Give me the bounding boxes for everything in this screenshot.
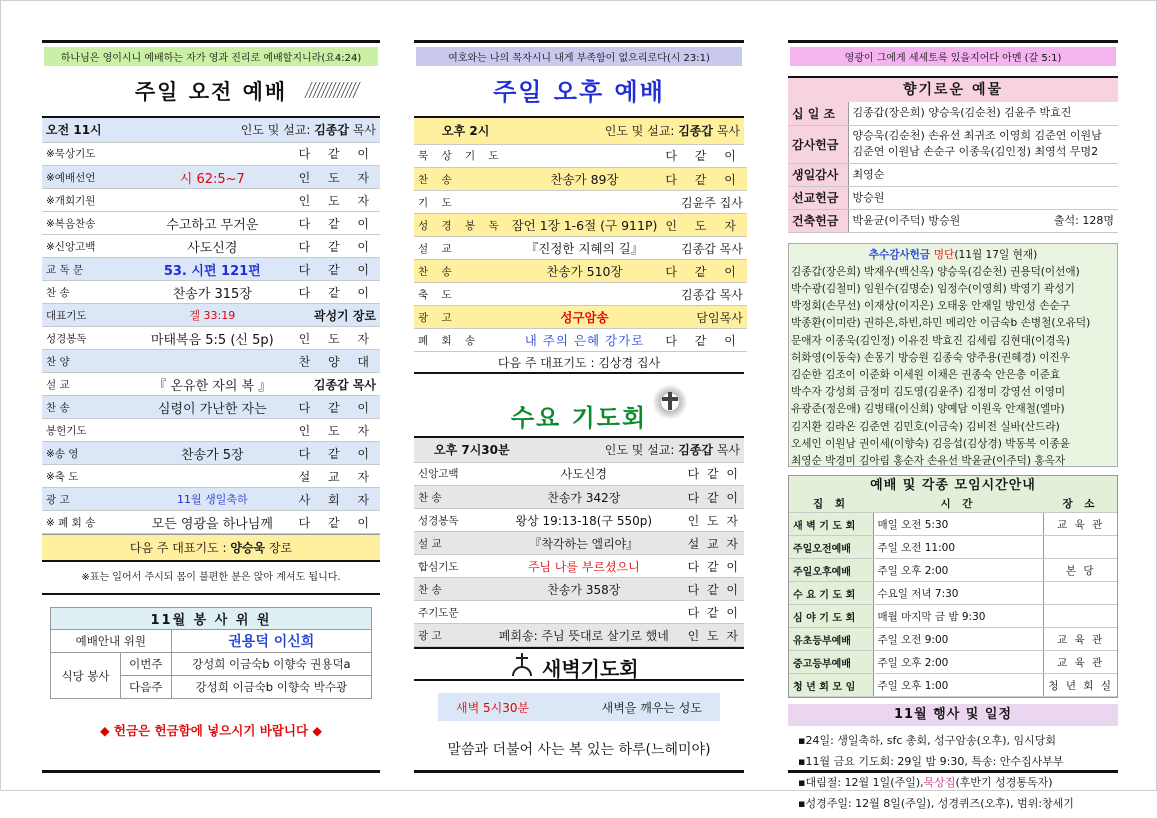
item-label: 주기도문 [414, 601, 484, 624]
names-text: 방승원 [852, 190, 885, 204]
offering-names [848, 186, 1118, 209]
schedule-header: 시 간 [873, 496, 1044, 513]
offering-table [788, 102, 1118, 233]
item-leader: 김종갑 목사 [295, 373, 380, 396]
service-time: 오후 7시30분 [414, 438, 549, 462]
leader-cell [532, 118, 744, 144]
item-leader: 다 같 이 [295, 212, 380, 235]
item-leader: 다 같 이 [684, 463, 744, 486]
schedule-name: 새 벽 기 도 회 [789, 513, 873, 536]
schedule-time: 수요일 저녁 7:30 [873, 582, 1044, 605]
wednesday-title: 수요 기도회 [510, 404, 648, 432]
leader-role: 인도 및 설교: [240, 123, 311, 138]
schedule-place: 교 육 관 [1044, 651, 1117, 674]
item-leader: 다 같 이 [661, 168, 746, 191]
item-content: 『 온유한 자의 복 』 [130, 373, 295, 396]
next-week-names: 강성희 이금숙b 이향숙 박수광 [171, 676, 371, 699]
schedule-time: 주일 오전 9:00 [873, 628, 1044, 651]
item-content: 찬송가 315장 [130, 281, 295, 304]
standing-note: ※표는 일어서 주시되 몸이 불편한 분은 앉아 계셔도 됩니다. [42, 562, 380, 595]
item-content: 11월 생일축하 [130, 488, 295, 511]
schedule-place: 교 육 관 [1044, 628, 1117, 651]
schedule-row [789, 513, 1117, 536]
bottom-rule [788, 770, 1118, 773]
leader-cell [146, 118, 380, 142]
dawn-title: 새벽기도회 [542, 657, 639, 681]
schedule-name: 유초등부예배 [789, 628, 873, 651]
item-label: 찬 송 [414, 260, 508, 283]
schedule-name: 심 야 기 도 회 [789, 605, 873, 628]
offering-row [788, 209, 1118, 232]
table-row [42, 143, 380, 166]
leader-title: 목사 [716, 443, 740, 458]
item-label: 찬 송 [42, 281, 130, 304]
event-item [798, 730, 1108, 751]
item-content: 찬송가 510장 [508, 260, 662, 283]
item-leader: 다 같 이 [295, 442, 380, 465]
offering-label: 선교헌금 [788, 186, 848, 209]
order-of-worship [42, 116, 380, 562]
thanks-line: 최영순 박경미 김아림 홍순자 손유선 박윤균(이주덕) 홍옥자 [791, 454, 1066, 467]
item-leader: 다 같 이 [295, 143, 380, 166]
item-label: 묵 상 기 도 [414, 145, 508, 168]
item-leader: 김종갑 목사 [661, 237, 746, 260]
item-leader: 인 도 자 [684, 509, 744, 532]
event-item [798, 751, 1108, 772]
offering-label: 생일감사 [788, 163, 848, 186]
item-content: 사도신경 [130, 235, 295, 258]
item-label: 성경봉독 [414, 509, 484, 532]
worship-header-table [42, 118, 380, 143]
table-row [414, 329, 747, 352]
item-content: 모든 영광을 하나님께 [130, 511, 295, 534]
committee-title: 11월 봉 사 위 원 [51, 608, 372, 630]
dawn-time: 새벽 5시30분 [456, 700, 530, 715]
item-label: 찬 송 [414, 168, 508, 191]
item-label: 찬 송 [414, 578, 484, 601]
thanks-title: 추수감사헌금 [868, 248, 931, 261]
item-label: ※송 영 [42, 442, 130, 465]
service-committee-table [50, 607, 372, 699]
schedule-place: 본 당 [1044, 559, 1117, 582]
motto: 말씀과 더불어 사는 복 있는 하루(느헤미야) [447, 742, 711, 758]
morning-worship-column [42, 40, 380, 739]
table-row [42, 281, 380, 304]
table-row [42, 396, 380, 419]
thanks-line: 허화영(이동숙) 손몽기 방승원 김종숙 양주용(권혜경) 이진우 [791, 351, 1070, 364]
offering-names [848, 163, 1118, 186]
leader-title: 목사 [716, 124, 740, 139]
item-leader: 인 도 자 [684, 624, 744, 647]
verse-banner: 하나님은 영이시니 예배하는 자가 영과 진리로 예배할지니라(요4:24) [44, 47, 378, 66]
item-label: ※예배선언 [42, 166, 130, 189]
title-block [42, 72, 380, 108]
item-leader: 곽성기 장로 [295, 304, 380, 327]
item-label: 설 교 [414, 532, 484, 555]
item-leader: 인 도 자 [295, 327, 380, 350]
table-row [42, 488, 380, 511]
offering-row [788, 102, 1118, 125]
table-row [414, 214, 747, 237]
events-section [788, 704, 1118, 818]
service-committee [50, 607, 372, 699]
table-row [414, 260, 747, 283]
table-row [414, 601, 744, 624]
table-row [42, 350, 380, 373]
item-leader: 다 같 이 [661, 260, 746, 283]
next-prayer [42, 534, 380, 560]
item-content [484, 601, 684, 624]
attendance: 출석: 128명 [1053, 213, 1114, 227]
item-content: 찬송가 5장 [130, 442, 295, 465]
table-row [414, 578, 744, 601]
table-row [414, 624, 744, 647]
next-week-label: 다음주 [121, 676, 172, 699]
schedule-place: 교 육 관 [1044, 513, 1117, 536]
item-leader: 설 교 자 [295, 465, 380, 488]
table-row [414, 486, 744, 509]
schedule-place [1044, 605, 1117, 628]
events-title: 11월 행사 및 일정 [788, 704, 1118, 726]
item-content: 53. 시편 121편 [130, 258, 295, 281]
offering-row [788, 125, 1118, 163]
service-time: 오전 11시 [42, 118, 146, 142]
item-leader: 인 도 자 [295, 419, 380, 442]
wednesday-order [414, 436, 744, 647]
schedule-section [788, 475, 1118, 699]
item-leader: 설 교 자 [684, 532, 744, 555]
thanks-line: 김지환 김라온 김준연 김민호(이금숙) 김비전 실바(산드라) [791, 420, 1060, 433]
thanks-heading [791, 247, 1115, 264]
schedule-row [789, 651, 1117, 674]
names-text: 김종갑(장은희) 양승욱(김순천) 김윤주 박효진 [852, 106, 1072, 120]
table-row [414, 509, 744, 532]
afternoon-order [414, 116, 744, 374]
schedule-name: 주일오후예배 [789, 559, 873, 582]
this-week-names: 강성희 이금숙b 이향숙 권용덕a [171, 653, 371, 676]
table-row [414, 283, 747, 306]
schedule-name: 주일오전예배 [789, 536, 873, 559]
table-row [414, 168, 747, 191]
leader-name: 김종갑 [678, 124, 713, 139]
table-row [414, 237, 747, 260]
afternoon-title: 주일 오후 예배 [493, 78, 665, 106]
table-row [42, 304, 380, 327]
item-label: 광 고 [414, 624, 484, 647]
schedule-time: 매월 마지막 금 밤 9:30 [873, 605, 1044, 628]
item-leader: 다 같 이 [295, 235, 380, 258]
thanks-line: 유광준(정은애) 김병태(이신희) 양예담 이원욱 안재철(엘마) [791, 403, 1065, 416]
item-content: 시 62:5~7 [130, 166, 295, 189]
item-content [130, 465, 295, 488]
event-highlight: 묵상집 [923, 776, 956, 789]
guide-label: 예배안내 위원 [51, 630, 172, 653]
item-label: ※복음찬송 [42, 212, 130, 235]
item-leader: 다 같 이 [684, 555, 744, 578]
item-leader: 다 같 이 [684, 578, 744, 601]
top-rule [414, 40, 744, 43]
item-leader: 다 같 이 [295, 258, 380, 281]
names-text: 양승욱(김순천) 손유선 최귀조 이영희 김준연 이원남 김준연 이원남 손순구 이종욱(김인정) 최영석 무명2 [852, 129, 1102, 158]
leader-name: 김종갑 [678, 443, 713, 458]
schedule-row [789, 536, 1117, 559]
item-label: 찬 양 [42, 350, 130, 373]
item-content: 심령이 가난한 자는 [130, 396, 295, 419]
flower-cross-icon [648, 384, 692, 420]
schedule-time: 주일 오후 2:00 [873, 559, 1044, 582]
next-prayer-label: 다음 주 대표기도 : [129, 541, 227, 555]
offerings-column [788, 40, 1118, 818]
page-title: 주일 오전 예배 [134, 80, 288, 104]
thanks-line: 박정회(손무선) 이재상(이지은) 오태웅 안재일 방인성 손순구 [791, 300, 1070, 313]
schedule-name: 중고등부예배 [789, 651, 873, 674]
item-leader: 찬 양 대 [295, 350, 380, 373]
table-row [42, 166, 380, 189]
offering-label: 감사헌금 [788, 125, 848, 163]
item-label: 대표기도 [42, 304, 130, 327]
item-leader: 김종갑 목사 [661, 283, 746, 306]
event-text: ▪11월 금요 기도회: 29일 밤 9:30, 특송: 안수집사부부 [798, 755, 1064, 768]
item-label: ※신앙고백 [42, 235, 130, 258]
top-rule [788, 40, 1118, 43]
item-label: ※ 폐 회 송 [42, 511, 130, 534]
verse-banner: 영광이 그에게 세세토록 있을지어다 아멘 (갈 5:1) [790, 47, 1116, 66]
table-row [414, 532, 744, 555]
table-row [414, 145, 747, 168]
dawn-title-block [414, 647, 744, 681]
event-item [798, 772, 1108, 793]
thanks-line: 박수광(김철미) 임원수(김명순) 임정수(이영희) 박영기 곽성기 [791, 282, 1075, 295]
item-label: 폐 회 송 [414, 329, 508, 352]
schedule-time: 매일 오전 5:30 [873, 513, 1044, 536]
item-content [130, 419, 295, 442]
item-leader: 사 회 자 [295, 488, 380, 511]
schedule-title: 예배 및 각종 모임시간안내 [789, 476, 1117, 496]
thanks-line: 김종갑(장은희) 박재우(백신옥) 양승욱(김순천) 권용덕(이선애) [791, 265, 1080, 278]
afternoon-header-table [414, 118, 744, 145]
thanks-offering-box [788, 243, 1118, 467]
item-leader: 인 도 자 [661, 214, 746, 237]
thanks-list [791, 264, 1115, 467]
item-label: 신앙고백 [414, 463, 484, 486]
item-leader: 다 같 이 [661, 145, 746, 168]
thanks-line: 오세인 이원남 권이세(이향숙) 김응섭(김상경) 박동복 이종윤 [791, 437, 1070, 450]
leader-name: 김종갑 [314, 123, 349, 138]
thanks-line: 박수자 강성희 금정미 김도영(김윤주) 김정미 강영선 이영미 [791, 386, 1066, 399]
church-cross-icon [510, 653, 534, 677]
item-content [130, 189, 295, 212]
schedule-row [789, 628, 1117, 651]
thanks-line: 박종환(이미란) 권하은,하빈,하민 메리안 이금숙b 손병철(오유덕) [791, 317, 1091, 330]
thanks-line: 김순한 김조이 이준화 이세원 이채은 권종숙 안은총 이준효 [791, 368, 1061, 381]
item-label: 교 독 문 [42, 258, 130, 281]
leader-title: 목사 [352, 123, 376, 138]
table-row [42, 189, 380, 212]
item-content: 겔 33:19 [130, 304, 295, 327]
item-content: 내 주의 은혜 강가로 [508, 329, 662, 352]
offering-names [848, 125, 1118, 163]
table-row [42, 442, 380, 465]
offering-names [848, 102, 1118, 125]
offering-title: 향기로운 예물 [788, 78, 1118, 102]
schedule-name: 수 요 기 도 회 [789, 582, 873, 605]
table-row [42, 465, 380, 488]
worship-order-table [42, 143, 380, 535]
item-content: 잠언 1장 1-6절 (구 911P) [508, 214, 662, 237]
names-text: 박윤균(이주덕) 방승원 [852, 213, 961, 227]
item-label: 찬 송 [414, 486, 484, 509]
event-tail: (후반기 성경통독자) [955, 776, 1053, 789]
schedule-row [789, 605, 1117, 628]
offering-label: 건축헌금 [788, 209, 848, 232]
item-content: 마태복음 5:5 (신 5p) [130, 327, 295, 350]
offering-row [788, 186, 1118, 209]
item-leader: 인 도 자 [295, 189, 380, 212]
event-text: ▪대림절: 12월 1일(주일), [798, 776, 924, 789]
item-content [130, 143, 295, 166]
item-label: 설 교 [414, 237, 508, 260]
table-row [414, 306, 747, 329]
offering-section [788, 76, 1118, 233]
table-row [42, 327, 380, 350]
schedule-row [789, 582, 1117, 605]
item-content: 성구암송 [508, 306, 662, 329]
event-text: ▪24일: 생일축하, sfc 총회, 성구암송(오후), 임시당회 [798, 734, 1057, 747]
offering-row [788, 163, 1118, 186]
schedule-row [789, 674, 1117, 697]
wednesday-order-table [414, 463, 744, 648]
item-label: ※축 도 [42, 465, 130, 488]
offering-note: ◆ 헌금은 헌금함에 넣으시기 바랍니다 ◆ [99, 723, 323, 738]
item-content: 찬송가 342장 [484, 486, 684, 509]
leader-role: 인도 및 설교: [604, 124, 675, 139]
service-time: 오후 2시 [414, 118, 532, 144]
names-text: 최영순 [852, 167, 885, 181]
event-text: ▪성경주일: 12월 8일(주일), 성경퀴즈(오후), 범위:창세기 [798, 797, 1074, 810]
item-label: 찬 송 [42, 396, 130, 419]
wednesday-header-table [414, 438, 744, 463]
guide-names: 권용덕 이신희 [171, 630, 371, 653]
item-leader: 담임목사 [661, 306, 746, 329]
item-label: ※개회기원 [42, 189, 130, 212]
thanks-date: (11월 17일 현재) [954, 248, 1038, 261]
schedule-time: 주일 오후 1:00 [873, 674, 1044, 697]
afternoon-order-table [414, 145, 747, 353]
item-content: 찬송가 89장 [508, 168, 662, 191]
item-content: 왕상 19:13-18(구 550p) [484, 509, 684, 532]
item-content: 『착각하는 엘리야』 [484, 532, 684, 555]
item-leader: 김윤주 집사 [661, 191, 746, 214]
decorative-graphic-icon [304, 82, 361, 98]
item-content: 찬송가 358장 [484, 578, 684, 601]
schedule-place: 청 년 회 실 [1044, 674, 1117, 697]
item-leader: 인 도 자 [295, 166, 380, 189]
item-label: ※묵상기도 [42, 143, 130, 166]
schedule-time: 주일 오후 2:00 [873, 651, 1044, 674]
table-row [414, 191, 747, 214]
item-content [130, 350, 295, 373]
item-leader: 다 같 이 [295, 511, 380, 534]
schedule-header-row [789, 496, 1117, 513]
item-content: 사도신경 [484, 463, 684, 486]
this-week-label: 이번주 [121, 653, 172, 676]
item-label: 축 도 [414, 283, 508, 306]
table-row [42, 373, 380, 396]
schedule-header: 집 회 [789, 496, 873, 513]
item-content: 주님 나를 부르셨으니 [484, 555, 684, 578]
item-label: 성 경 봉 독 [414, 214, 508, 237]
schedule-table [789, 496, 1117, 698]
item-leader: 다 같 이 [295, 396, 380, 419]
item-content: 폐회송: 주님 뜻대로 살기로 했네 [484, 624, 684, 647]
item-content [508, 191, 662, 214]
item-label: 합심기도 [414, 555, 484, 578]
dawn-desc: 새벽을 깨우는 성도 [601, 700, 702, 715]
table-row [414, 555, 744, 578]
item-leader: 다 같 이 [661, 329, 746, 352]
item-content: 『진정한 지혜의 길』 [508, 237, 662, 260]
item-content [508, 145, 662, 168]
schedule-name: 청 년 회 모 임 [789, 674, 873, 697]
table-row [42, 419, 380, 442]
item-label: 성경봉독 [42, 327, 130, 350]
event-item [798, 793, 1108, 814]
thanks-sub: 명단 [933, 248, 955, 261]
next-prayer-title: 장로 [268, 541, 293, 555]
bottom-rule [414, 770, 744, 773]
wednesday-title-block [414, 384, 744, 432]
item-leader: 다 같 이 [684, 486, 744, 509]
item-label: 기 도 [414, 191, 508, 214]
schedule-header: 장 소 [1044, 496, 1117, 513]
bottom-rule [42, 770, 380, 773]
item-content: 수고하고 무거운 [130, 212, 295, 235]
schedule-row [789, 559, 1117, 582]
table-row [414, 463, 744, 486]
item-label: 봉헌기도 [42, 419, 130, 442]
item-leader: 다 같 이 [295, 281, 380, 304]
schedule-place [1044, 582, 1117, 605]
table-row [42, 212, 380, 235]
verse-banner: 여호와는 나의 목자시니 내게 부족함이 없으리로다(시 23:1) [416, 47, 742, 66]
leader-cell [549, 438, 744, 462]
item-content [508, 283, 662, 306]
dawn-info [438, 693, 720, 721]
item-label: 광 고 [414, 306, 508, 329]
schedule-place [1044, 536, 1117, 559]
afternoon-worship-column [414, 40, 744, 759]
leader-role: 인도 및 설교: [604, 443, 675, 458]
item-leader: 다 같 이 [684, 601, 744, 624]
table-row [42, 511, 380, 534]
offering-label: 십 일 조 [788, 102, 848, 125]
offering-names [848, 209, 1118, 232]
next-prayer-name: 양승욱 [230, 541, 266, 555]
top-rule [42, 40, 380, 43]
schedule-time: 주일 오전 11:00 [873, 536, 1044, 559]
table-row [42, 258, 380, 281]
next-prayer: 다음 주 대표기도 : 김상경 집사 [414, 352, 744, 374]
item-label: 광 고 [42, 488, 130, 511]
dining-label: 식당 봉사 [51, 653, 121, 699]
item-label: 설 교 [42, 373, 130, 396]
thanks-line: 문애자 이종욱(김인정) 이유진 박효진 김세림 김현대(이경옥) [791, 334, 1070, 347]
table-row [42, 235, 380, 258]
